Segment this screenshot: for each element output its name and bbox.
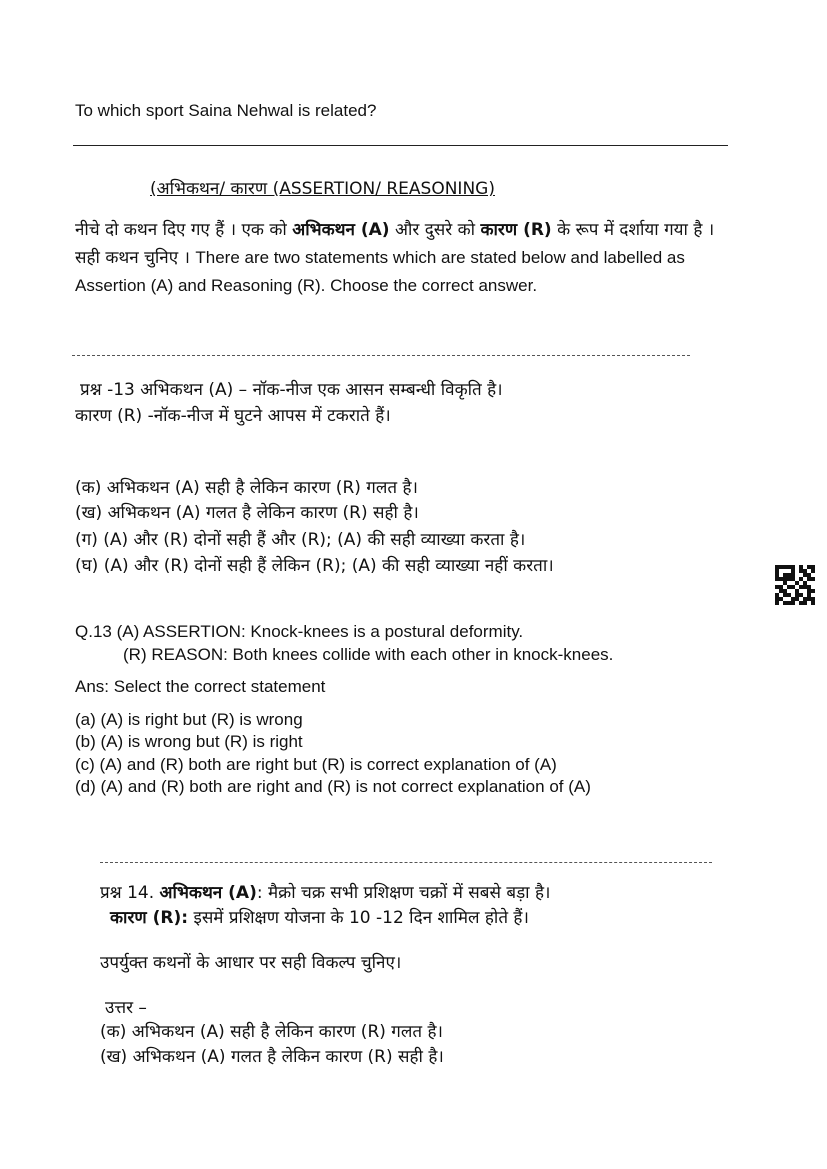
instructions-hindi-1: नीचे दो कथन दिए गए हैं । एक को	[75, 220, 293, 240]
q13-hindi-reason: कारण (R) -नॉक-नीज में घुटने आपस में टकराते हैं।	[75, 406, 391, 426]
q13-english-assertion: Q.13 (A) ASSERTION: Knock-knees is a postural deformity.	[75, 622, 524, 641]
section-heading: (अभिकथन/ कारण (ASSERTION/ REASONING)	[150, 179, 495, 199]
q14-assertion-line	[100, 880, 550, 903]
q13-hindi-option: (ग) (A) और (R) दोनों सही हैं और (R); (A) की सही व्याख्या करता है।	[75, 530, 526, 550]
question-saina-nehwal: To which sport Saina Nehwal is related?	[75, 101, 377, 120]
q14-answer-label: उत्तर –	[105, 998, 147, 1018]
q14-instruction: उपर्युक्त कथनों के आधार पर सही विकल्प चुनिए।	[100, 953, 402, 973]
q13-english-option: (b) (A) is wrong but (R) is right	[75, 732, 303, 751]
q14-assertion-bold: अभिकथन (A)	[159, 883, 257, 903]
divider-dashed-2	[100, 862, 712, 863]
instructions-hindi-bold-1: अभिकथन (A)	[292, 220, 390, 240]
q13-english-reason: (R) REASON: Both knees collide with each other in knock-knees.	[123, 645, 614, 664]
q13-english-option: (a) (A) is right but (R) is wrong	[75, 710, 303, 729]
q14-hindi-option: (क) अभिकथन (A) सही है लेकिन कारण (R) गलत है।	[100, 1022, 443, 1042]
q13-hindi-option: (क) अभिकथन (A) सही है लेकिन कारण (R) गलत है।	[75, 478, 418, 498]
divider-dashed-1	[72, 355, 690, 356]
q14-reason-bold: कारण (R):	[110, 908, 189, 928]
q13-answer-label: Ans: Select the correct statement	[75, 677, 326, 696]
q14-reason-text: इसमें प्रशिक्षण योजना के 10 -12 दिन शामिल होते हैं।	[188, 908, 529, 928]
instructions-paragraph	[75, 216, 735, 299]
instructions-hindi-2: और दुसरे को	[389, 220, 481, 240]
q14-label: प्रश्न 14.	[100, 883, 160, 903]
q13-hindi-assertion: प्रश्न -13 अभिकथन (A) – नॉक-नीज एक आसन सम्बन्धी विकृति है।	[80, 380, 503, 400]
q14-assertion-text: : मैक्रो चक्र सभी प्रशिक्षण चक्रों में सबसे बड़ा है।	[256, 883, 551, 903]
q13-hindi-option: (घ) (A) और (R) दोनों सही हैं लेकिन (R); (A) की सही व्याख्या नहीं करता।	[75, 556, 554, 576]
instructions-hindi-bold-2: कारण (R)	[480, 220, 552, 240]
answer-line	[73, 145, 728, 146]
q14-hindi-option: (ख) अभिकथन (A) गलत है लेकिन कारण (R) सही है।	[100, 1047, 444, 1067]
q14-reason-line	[110, 905, 529, 928]
q13-hindi-option: (ख) अभिकथन (A) गलत है लेकिन कारण (R) सही है।	[75, 503, 419, 523]
q13-english-option: (d) (A) and (R) both are right and (R) is not correct explanation of (A)	[75, 777, 591, 796]
instructions-english: There are two statements which are stated below and labelled as Assertion (A) and Reasoning (R). Choose the correct answer.	[75, 248, 685, 295]
instructions-hindi-3: के रूप में दर्शाया गया है । सही कथन चुनिए ।	[75, 220, 715, 268]
q13-english-option: (c) (A) and (R) both are right but (R) is correct explanation of (A)	[75, 755, 557, 774]
qr-code-icon	[775, 565, 815, 605]
